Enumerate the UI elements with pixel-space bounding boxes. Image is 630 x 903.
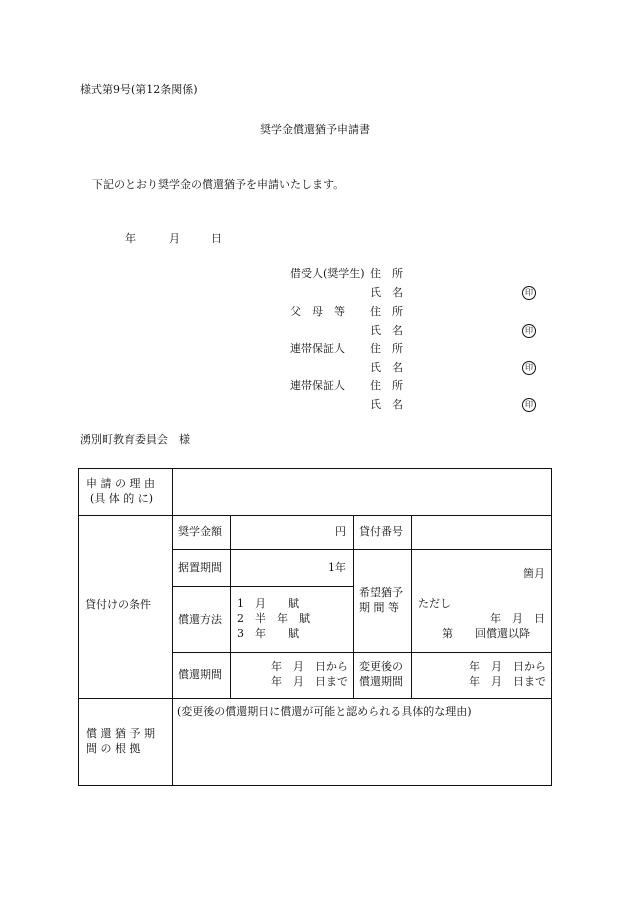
date-day: 日: [211, 232, 222, 245]
amount-label-cell: [172, 515, 231, 550]
deferment-label-cell: [172, 549, 231, 587]
amount-input-cell[interactable]: [230, 515, 354, 550]
deferment-label: 据置期間: [178, 561, 222, 574]
reason-label-cell: [78, 468, 173, 516]
desired-deferment-input-cell[interactable]: [411, 549, 552, 653]
amount-label: 奨学金額: [178, 525, 222, 538]
changed-period-label-1: 変更後の: [359, 660, 403, 673]
basis-input-cell[interactable]: [172, 698, 552, 786]
changed-period-label-cell: [353, 652, 412, 699]
however-label: ただし: [418, 597, 451, 610]
guarantor2-address-label: 住 所: [370, 379, 403, 392]
guarantor1-seal-icon: 印: [522, 361, 536, 375]
parent-seal-icon: 印: [522, 324, 536, 338]
guarantor2-label: 連帯保証人: [290, 379, 345, 392]
recipient: 湧別町教育委員会 様: [80, 433, 190, 446]
from-nth-repayment: 第 回償還以降: [442, 627, 530, 640]
desired-deferment-label-cell: [353, 549, 412, 653]
period-until: 年 月 日まで: [271, 675, 348, 688]
guarantor1-name-label: 氏 名: [370, 361, 403, 374]
months-unit: 箇月: [523, 567, 545, 580]
guarantor1-label: 連帯保証人: [290, 342, 345, 355]
conditions-label: 貸付けの条件: [85, 598, 151, 611]
borrower-seal-icon: 印: [522, 286, 536, 300]
period-label: 償還期間: [178, 668, 222, 681]
parent-address-label: 住 所: [370, 305, 403, 318]
changed-period-from: 年 月 日から: [469, 660, 546, 673]
period-input-cell[interactable]: [230, 652, 354, 699]
intro-text: 下記のとおり奨学金の償還猶予を申請いたします。: [92, 178, 345, 191]
document-title: 奨学金償還猶予申請書: [260, 123, 370, 136]
desired-deferment-label-1: 希望猶予: [359, 586, 403, 599]
changed-period-input-cell[interactable]: [411, 652, 552, 699]
guarantor2-name-label: 氏 名: [370, 398, 403, 411]
reason-label-1: 申 請 の 理 由: [86, 477, 155, 490]
parent-label: 父 母 等: [290, 305, 345, 318]
method-option-monthly[interactable]: 1 月 賦: [237, 597, 299, 610]
method-options-cell[interactable]: [230, 586, 354, 653]
guarantor2-seal-icon: 印: [522, 398, 536, 412]
desired-deferment-label-2: 期 間 等: [359, 601, 399, 614]
basis-label-2: 間 の 根 拠: [86, 742, 141, 755]
basis-note: (変更後の償還期日に償還が可能と認められる具体的な理由): [177, 705, 472, 718]
borrower-address-label: 住 所: [370, 267, 403, 280]
reason-label-2: (具 体 的 に): [90, 492, 154, 505]
date-year: 年: [125, 232, 136, 245]
parent-name-label: 氏 名: [370, 324, 403, 337]
basis-label-cell: [78, 698, 173, 786]
period-label-cell: [172, 652, 231, 699]
changed-period-label-2: 償還期間: [359, 675, 403, 688]
loan-number-label-cell: [353, 515, 412, 550]
loan-number-label: 貸付番号: [359, 525, 403, 538]
date-line[interactable]: [125, 233, 222, 244]
deferment-value-cell[interactable]: [230, 549, 354, 587]
date-month: 月: [169, 232, 180, 245]
method-label: 償還方法: [178, 613, 222, 626]
conditions-label-cell: [78, 515, 173, 699]
period-from: 年 月 日から: [271, 660, 348, 673]
method-label-cell: [172, 586, 231, 653]
reason-input-cell[interactable]: [172, 468, 552, 516]
basis-label-1: 償 還 猶 予 期: [86, 727, 155, 740]
however-date: 年 月 日: [490, 612, 545, 625]
yen-unit: 円: [335, 525, 346, 538]
form-number: 様式第9号(第12条関係): [80, 83, 198, 96]
method-option-annual[interactable]: 3 年 賦: [237, 627, 299, 640]
borrower-label: 借受人(奨学生): [290, 267, 365, 280]
loan-number-input-cell[interactable]: [411, 515, 552, 550]
borrower-name-label: 氏 名: [370, 286, 403, 299]
guarantor1-address-label: 住 所: [370, 342, 403, 355]
application-table: [79, 469, 552, 787]
method-option-semiannual[interactable]: 2 半 年 賦: [237, 612, 310, 625]
deferment-value: 1年: [328, 561, 346, 574]
changed-period-until: 年 月 日まで: [469, 675, 546, 688]
